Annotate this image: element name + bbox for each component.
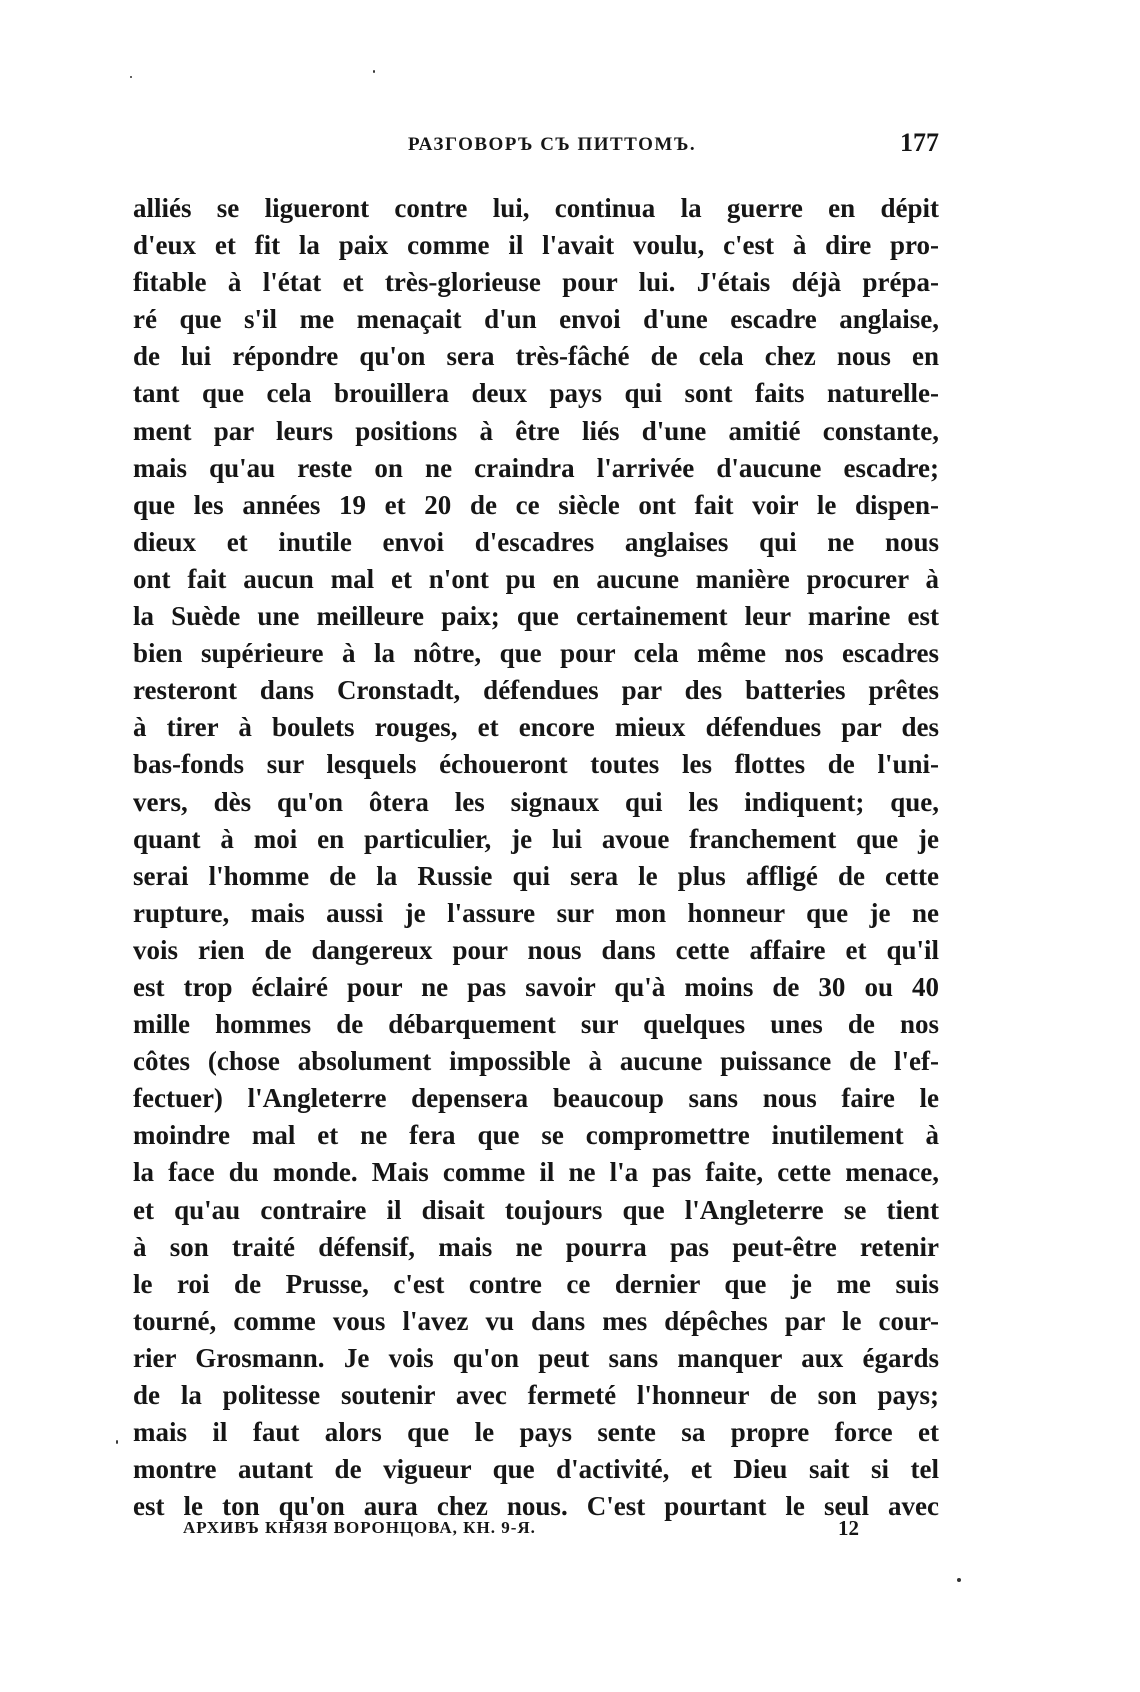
print-speck	[116, 1440, 118, 1444]
text-line: ment par leurs positions à être liés d'une amitié constante,	[133, 415, 939, 446]
text-line: de lui répondre qu'on sera très-fâché de cela chez nous en	[133, 341, 939, 372]
text-line: la face du monde. Mais comme il ne l'a pas faite, cette menace,	[133, 1157, 939, 1188]
text-line: alliés se ligueront contre lui, continua la guerre en dépit	[133, 193, 939, 223]
text-line: tant que cela brouillera deux pays qui sont faits naturelle-	[133, 378, 939, 409]
text-line: mais il faut alors que le pays sente sa propre force et	[133, 1417, 939, 1448]
text-line: la Suède une meilleure paix; que certainement leur marine est	[133, 601, 939, 632]
text-line: bien supérieure à la nôtre, que pour cela même nos escadres	[133, 638, 939, 669]
text-line: fectuer) l'Angleterre depensera beaucoup sans nous faire le	[133, 1083, 939, 1114]
text-line: fitable à l'état et très-glorieuse pour lui. J'étais déjà prépa-	[133, 267, 939, 298]
body-text	[133, 190, 939, 1525]
page-footer	[183, 1518, 883, 1548]
text-line: de la politesse soutenir avec fermeté l'honneur de son pays;	[133, 1380, 939, 1410]
text-line: dieux et inutile envoi d'escadres anglaises qui ne nous	[133, 526, 939, 557]
text-line: resteront dans Cronstadt, défendues par des batteries prêtes	[133, 675, 939, 706]
text-line: côtes (chose absolument impossible à aucune puissance de l'ef-	[133, 1046, 939, 1077]
text-line: tourné, comme vous l'avez vu dans mes dépêches par le cour-	[133, 1305, 939, 1336]
text-line: serai l'homme de la Russie qui sera le plus affligé de cette	[133, 860, 939, 891]
text-line: ré que s'il me menaçait d'un envoi d'une escadre anglaise,	[133, 304, 939, 335]
print-speck	[373, 70, 375, 73]
print-speck	[957, 1578, 961, 1582]
text-line: mille hommes de débarquement sur quelques unes de nos	[133, 1009, 939, 1040]
sheet-number: 12	[838, 1516, 859, 1540]
text-line: est trop éclairé pour ne pas savoir qu'à moins de 30 ou 40	[133, 971, 939, 1002]
text-line: d'eux et fit la paix comme il l'avait voulu, c'est à dire pro-	[133, 230, 939, 261]
text-line: vois rien de dangereux pour nous dans cette affaire et qu'il	[133, 934, 939, 965]
text-line: que les années 19 et 20 de ce siècle ont fait voir le dispen-	[133, 489, 939, 520]
text-line: bas-fonds sur lesquels échoueront toutes les flottes de l'uni-	[133, 749, 939, 780]
text-line: moindre mal et ne fera que se compromettre inutilement à	[133, 1120, 939, 1151]
text-line: rupture, mais aussi je l'assure sur mon honneur que je ne	[133, 897, 939, 928]
print-speck	[130, 76, 132, 78]
signature-mark: АРХИВЪ КНЯЗЯ ВОРОНЦОВА, КН. 9-Я.	[183, 1518, 536, 1537]
text-line: ont fait aucun mal et n'ont pu en aucune manière procurer à	[133, 563, 939, 594]
text-line: montre autant de vigueur que d'activité, et Dieu sait si tel	[133, 1454, 939, 1485]
text-line: quant à moi en particulier, je lui avoue franchement que je	[133, 823, 939, 854]
text-line: à tirer à boulets rouges, et encore mieux défendues par des	[133, 712, 939, 743]
text-line: mais qu'au reste on ne craindra l'arrivée d'aucune escadre;	[133, 452, 939, 483]
text-line: rier Grosmann. Je vois qu'on peut sans manquer aux égards	[133, 1342, 939, 1373]
text-line: et qu'au contraire il disait toujours que l'Angleterre se tient	[133, 1194, 939, 1225]
text-line: à son traité défensif, mais ne pourra pas peut-être retenir	[133, 1231, 939, 1262]
page-header	[133, 128, 939, 168]
text-line: le roi de Prusse, c'est contre ce dernier que je me suis	[133, 1268, 939, 1299]
running-head: РАЗГОВОРЪ СЪ ПИТТОМЪ.	[408, 134, 697, 155]
text-line: est le ton qu'on aura chez nous. C'est pourtant le seul avec	[133, 1491, 939, 1522]
text-line: vers, dès qu'on ôtera les signaux qui les indiquent; que,	[133, 786, 939, 817]
page-number: 177	[900, 128, 939, 157]
